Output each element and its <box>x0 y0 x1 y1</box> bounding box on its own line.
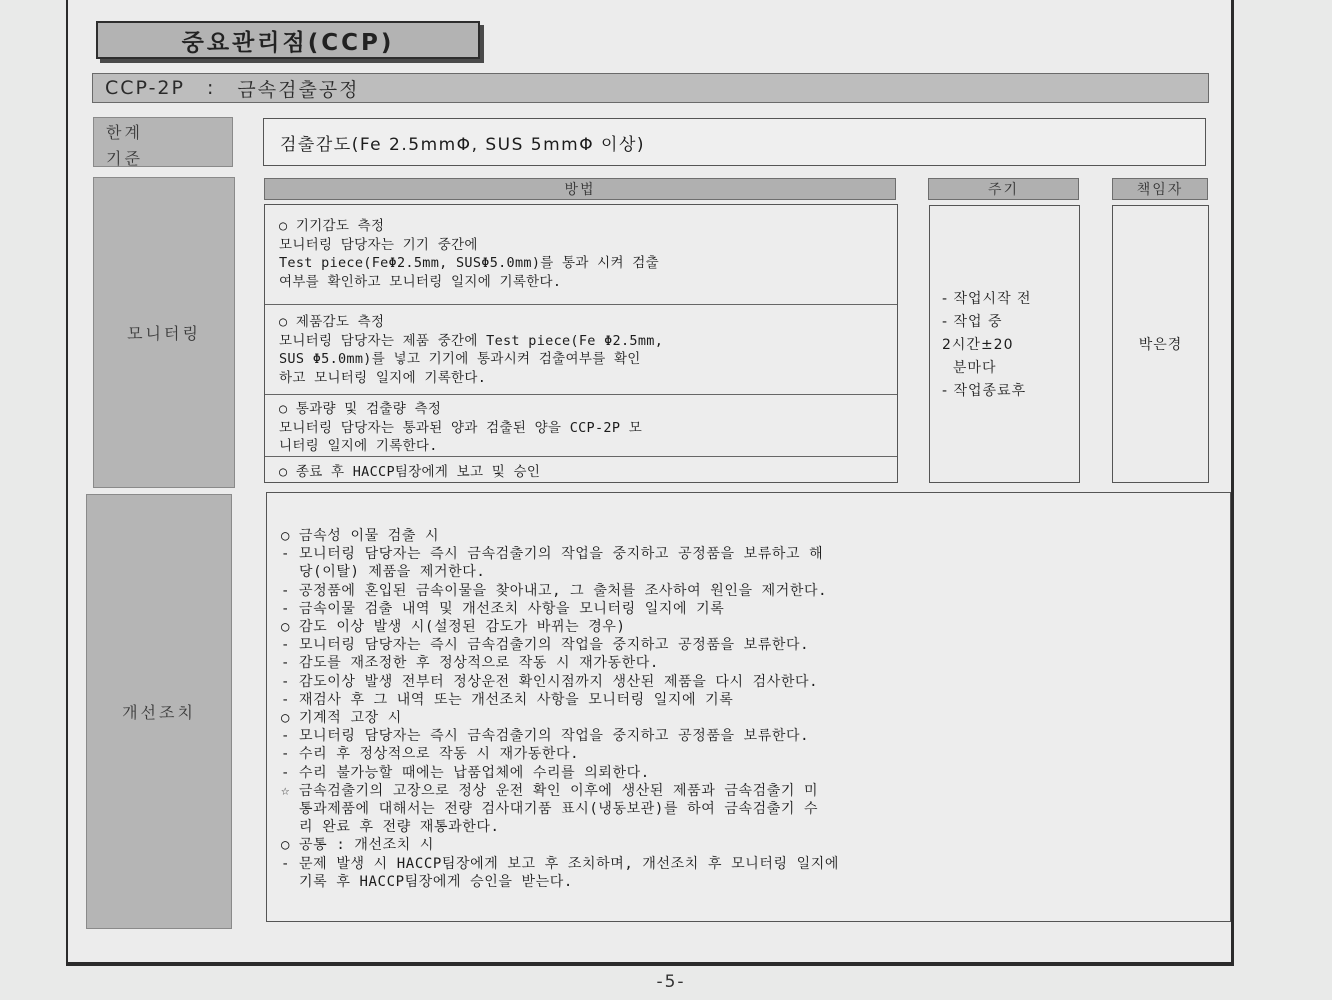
action-line: - 모니터링 담당자는 즉시 금속검출기의 작업을 중지하고 공정품을 보류한다. <box>281 728 810 745</box>
action-line: 리 완료 후 전량 재통과한다. <box>281 819 500 836</box>
corrective-label: 개선조치 <box>86 494 232 929</box>
page-number: -5- <box>656 972 686 992</box>
action-line: - 수리 후 정상적으로 작동 시 재가동한다. <box>281 746 580 763</box>
limit-label-line2: 기준 <box>106 149 143 168</box>
method-box <box>264 204 898 483</box>
action-line: 당(이탈) 제품을 제거한다. <box>281 564 486 581</box>
monitoring-label: 모니터링 <box>93 177 235 488</box>
divider <box>265 304 897 305</box>
cycle-header: 주기 <box>928 178 1079 200</box>
process-name: 금속검출공정 <box>237 78 360 101</box>
action-line: - 재검사 후 그 내역 또는 개선조치 사항을 모니터링 일지에 기록 <box>281 691 734 708</box>
action-line: ○ 기계적 고장 시 <box>281 710 402 727</box>
action-line: - 모니터링 담당자는 즉시 금속검출기의 작업을 중지하고 공정품을 보류한다. <box>281 637 810 654</box>
owner-header: 책임자 <box>1112 178 1208 200</box>
limit-label-line1: 한계 <box>106 123 143 142</box>
action-line: - 감도이상 발생 전부터 정상운전 확인시점까지 생산된 제품을 다시 검사한다. <box>281 673 819 690</box>
method-item: ○ 종료 후 HACCP팀장에게 보고 및 승인 <box>279 464 541 480</box>
monitoring-cycle: - 작업시작 전 - 작업 중 2시간±20 분마다 - 작업종료후 <box>929 205 1080 483</box>
method-item: ○ 제품감도 측정 모니터링 담당자는 제품 중간에 Test piece(Fe Φ2.5mm, SUS Φ5.0mm)를 넣고 기기에 통과시켜 검출여부를 확인 하고 모니터링 일지에 기록한다. <box>279 314 664 386</box>
action-line: - 감도를 재조정한 후 정상적으로 작동 시 재가동한다. <box>281 655 659 672</box>
responsible-person: 박은경 <box>1112 205 1209 483</box>
limit-label <box>93 117 233 167</box>
action-line: 기록 후 HACCP팀장에게 승인을 받는다. <box>281 873 573 890</box>
action-line: 통과제품에 대해서는 전량 검사대기품 표시(냉동보관)를 하여 금속검출기 수 <box>281 801 819 818</box>
action-line: - 공정품에 혼입된 금속이물을 찾아내고, 그 출처를 조사하여 원인을 제거한다. <box>281 582 828 599</box>
page-title: 중요관리점(CCP) <box>96 21 480 59</box>
method-item: ○ 기기감도 측정 모니터링 담당자는 기기 중간에 Test piece(FeΦ2.5mm, SUSΦ5.0mm)를 통과 시켜 검출 여부를 확인하고 모니터링 일지에 기록한다. <box>279 218 659 290</box>
method-header: 방법 <box>264 178 896 200</box>
process-separator: : <box>206 77 216 99</box>
action-line: - 수리 불가능할 때에는 납품업체에 수리를 의뢰한다. <box>281 764 650 781</box>
critical-limit: 검출감도(Fe 2.5mmΦ, SUS 5mmΦ 이상) <box>263 118 1206 166</box>
action-line: ☆ 금속검출기의 고장으로 정상 운전 확인 이후에 생산된 제품과 금속검출기 미 <box>281 782 819 799</box>
action-line: - 모니터링 담당자는 즉시 금속검출기의 작업을 중지하고 공정품을 보류하고 해 <box>281 546 824 563</box>
action-line: ○ 공통 : 개선조치 시 <box>281 837 435 854</box>
action-line: - 문제 발생 시 HACCP팀장에게 보고 후 조치하며, 개선조치 후 모니터링 일지에 <box>281 855 839 872</box>
action-line: ○ 금속성 이물 검출 시 <box>281 528 440 544</box>
method-item: ○ 통과량 및 검출량 측정 모니터링 담당자는 통과된 양과 검출된 양을 CCP-2P 모 니터링 일지에 기록한다. <box>279 401 643 454</box>
action-line: - 금속이물 검출 내역 및 개선조치 사항을 모니터링 일지에 기록 <box>281 600 725 617</box>
corrective-actions <box>266 492 1231 922</box>
divider <box>265 456 897 457</box>
action-line: ○ 감도 이상 발생 시(설정된 감도가 바뀌는 경우) <box>281 619 626 636</box>
process-header <box>92 73 1209 103</box>
process-code: CCP-2P <box>105 77 185 99</box>
